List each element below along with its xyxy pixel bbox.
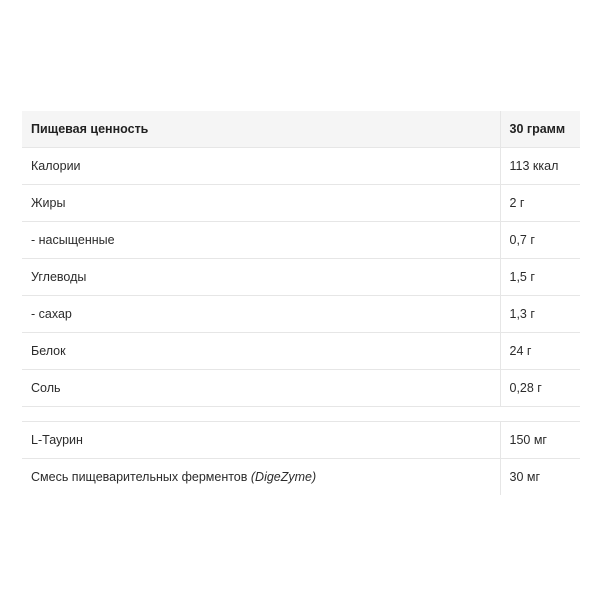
- table-header-row: [22, 111, 580, 148]
- row-label: Белок: [22, 333, 500, 370]
- row-value: 0,7 г: [500, 222, 580, 259]
- row-value: 24 г: [500, 333, 580, 370]
- table-spacer-row: [22, 407, 580, 422]
- row-label-main: Смесь пищеварительных ферментов: [31, 469, 251, 484]
- table-row-fat: [22, 185, 580, 222]
- header-label: Пищевая ценность: [22, 111, 500, 148]
- row-label-italic: (DigeZyme): [250, 469, 317, 484]
- table-row-salt: [22, 370, 580, 407]
- row-label: - насыщенные: [22, 222, 500, 259]
- row-label: Соль: [22, 370, 500, 407]
- row-value: 113 ккал: [500, 148, 580, 185]
- row-label: Углеводы: [22, 259, 500, 296]
- table-row-saturated: [22, 222, 580, 259]
- row-value: 0,28 г: [500, 370, 580, 407]
- row-value: 150 мг: [500, 422, 580, 459]
- row-value: 1,5 г: [500, 259, 580, 296]
- row-value: 30 мг: [500, 459, 580, 496]
- row-label: - сахар: [22, 296, 500, 333]
- table-row-protein: [22, 333, 580, 370]
- table-row-taurine: [22, 422, 580, 459]
- header-value: 30 грамм: [500, 111, 580, 148]
- row-label: L-Таурин: [22, 422, 500, 459]
- nutrition-table: [22, 111, 580, 495]
- table-row-sugar: [22, 296, 580, 333]
- table-row-calories: [22, 148, 580, 185]
- row-label: Калории: [22, 148, 500, 185]
- row-value: 1,3 г: [500, 296, 580, 333]
- table-row-carbs: [22, 259, 580, 296]
- row-label: [22, 459, 500, 496]
- row-value: 2 г: [500, 185, 580, 222]
- table-row-enzymes: [22, 459, 580, 496]
- row-label: Жиры: [22, 185, 500, 222]
